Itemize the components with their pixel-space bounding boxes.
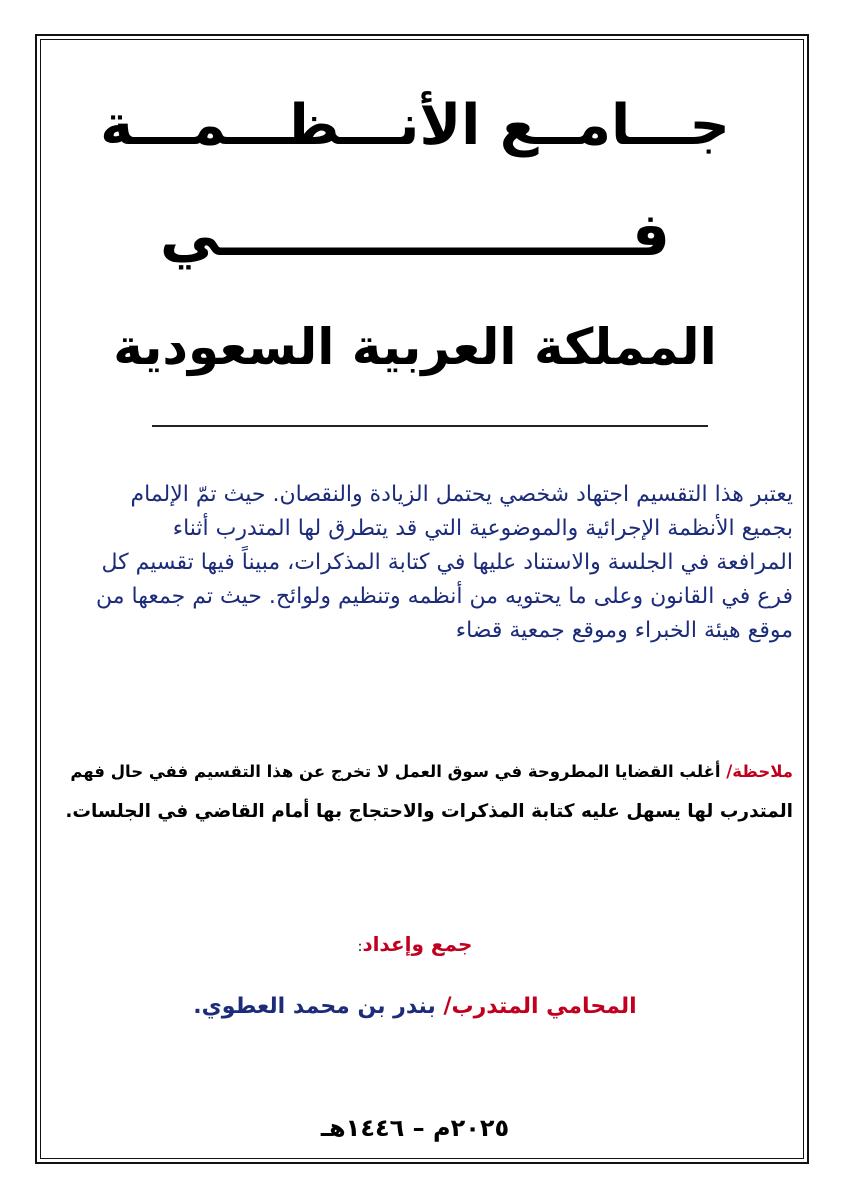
title-line-2: فــــــــــــــــــــي: [159, 200, 671, 270]
credits-label-text: جمع وإعداد: [362, 932, 473, 956]
credits-label: [90, 932, 740, 956]
intro-line-3: المرافعة في الجلسة والاستناد عليها في كتابة المذكرات، مبيناً فيها تقسيم كل: [101, 550, 793, 575]
note-line-2: المتدرب لها يسهل عليه كتابة المذكرات والاحتجاج بها أمام القاضي في الجلسات.: [65, 801, 793, 822]
title-line-1: جـــامــع الأنـــظـــمـــة: [100, 93, 730, 158]
author-line: [90, 994, 740, 1019]
date-line: ٢٠٢٥م – ١٤٤٦هـ: [320, 1114, 510, 1142]
note-text-1: أغلب القضايا المطروحة في سوق العمل لا تخرج عن هذا التقسيم ففي حال فهم: [70, 762, 727, 781]
credits-colon: :: [357, 939, 363, 955]
intro-line-2: بجميع الأنظمة الإجرائية والموضوعية التي قد يتطرق لها المتدرب أثناء: [172, 516, 793, 541]
author-name: بندر بن محمد العطوي.: [193, 994, 444, 1019]
intro-line-1: يعتبر هذا التقسيم اجتهاد شخصي يحتمل الزيادة والنقصان. حيث تمّ الإلمام: [130, 482, 793, 507]
note-paragraph: [55, 752, 793, 832]
title-divider: [152, 425, 708, 427]
note-line-1: [55, 752, 793, 792]
intro-paragraph: [55, 478, 793, 648]
intro-line-5: موقع هيئة الخبراء وموقع جمعية قضاء: [455, 618, 793, 643]
intro-line-4: فرع في القانون وعلى ما يحتويه من أنظمه وتنظيم ولوائح. حيث تم جمعها من: [95, 584, 793, 609]
note-label: ملاحظة/: [726, 762, 793, 781]
title-line-3: المملكة العربية السعودية: [113, 318, 717, 376]
author-role: المحامي المتدرب/: [443, 994, 637, 1019]
